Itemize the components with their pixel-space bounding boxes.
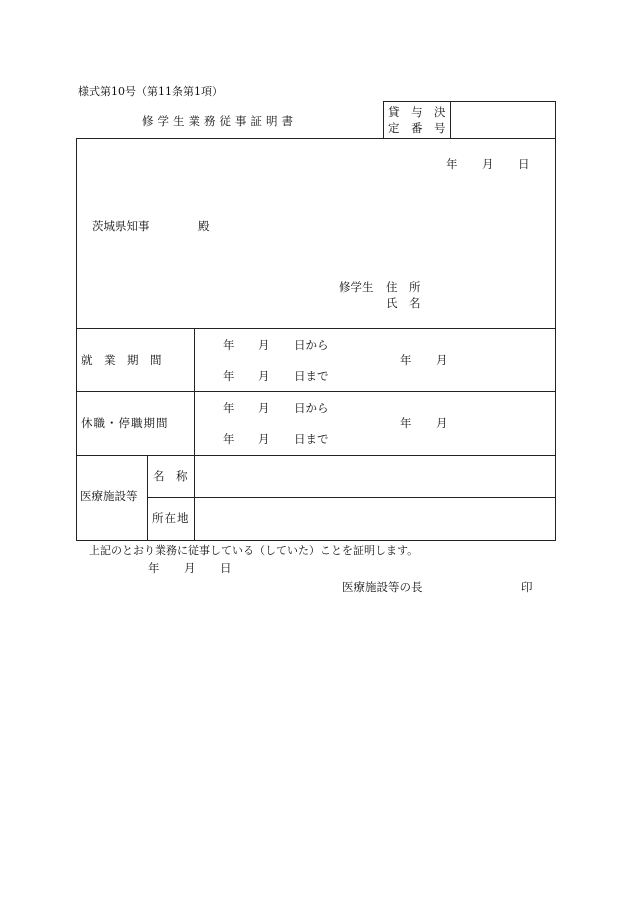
certification-statement: 上記のとおり業務に従事している（していた）ことを証明します。	[89, 544, 419, 557]
student-address-field[interactable]	[430, 280, 550, 294]
loan-decision-label-line2: 定 番 号	[388, 121, 446, 135]
facility-name-label: 名 称	[153, 469, 188, 483]
loan-box-divider	[450, 101, 451, 138]
bottom-date-year: 年	[148, 561, 160, 575]
main-table-left-border	[76, 138, 77, 541]
leave-to-year: 年	[223, 432, 235, 446]
leave-from-year: 年	[223, 401, 235, 415]
employment-to-month: 月	[258, 369, 270, 383]
bottom-date-day: 日	[220, 561, 232, 575]
facility-name-field[interactable]	[200, 466, 550, 484]
title-row-top-border	[383, 101, 556, 102]
loan-box-right-border	[555, 101, 556, 138]
leave-from-month: 月	[258, 401, 270, 415]
main-table-bottom-border	[76, 540, 556, 541]
student-name-label: 氏 名	[386, 296, 421, 310]
loan-decision-number-field[interactable]	[455, 114, 551, 128]
form-number: 様式第10号（第11条第1項）	[78, 85, 223, 98]
facility-label: 医療施設等	[80, 489, 138, 503]
section-divider-1	[76, 328, 556, 329]
top-date-month: 月	[482, 157, 494, 171]
leave-to-day: 日まで	[294, 432, 329, 446]
student-name-field[interactable]	[430, 296, 550, 310]
main-table-right-border	[555, 138, 556, 541]
employment-from-year: 年	[223, 338, 235, 352]
top-date-year: 年	[446, 157, 458, 171]
addressee-honorific: 殿	[198, 219, 210, 233]
employment-to-year: 年	[223, 369, 235, 383]
leave-from-day: 日から	[294, 401, 329, 415]
leave-total-month: 月	[436, 416, 448, 430]
employment-period-label: 就 業 期 間	[81, 353, 162, 367]
addressee-name: 茨城県知事	[92, 219, 150, 233]
employment-total-year: 年	[400, 353, 412, 367]
loan-decision-label-line1: 貸 与 決	[388, 105, 446, 119]
top-date-day: 日	[518, 157, 530, 171]
facility-head-label: 医療施設等の長	[342, 580, 423, 594]
document-title: 修学生業務従事証明書	[142, 114, 297, 128]
leave-period-label: 休職・停職期間	[81, 416, 169, 430]
section-divider-3	[76, 455, 556, 456]
facility-label-column-divider	[147, 455, 148, 541]
facility-location-field[interactable]	[200, 508, 550, 526]
loan-box-left-border	[383, 101, 384, 138]
section-divider-2	[76, 391, 556, 392]
main-table-top-border	[76, 138, 556, 139]
employment-total-month: 月	[436, 353, 448, 367]
seal-mark: 印	[521, 580, 533, 594]
facility-row-divider	[147, 497, 556, 498]
employment-from-month: 月	[258, 338, 270, 352]
student-address-label: 住 所	[386, 280, 421, 294]
bottom-date-month: 月	[184, 561, 196, 575]
leave-to-month: 月	[258, 432, 270, 446]
employment-to-day: 日まで	[294, 369, 329, 383]
facility-location-label: 所在地	[152, 511, 190, 525]
facility-sublabel-column-divider	[194, 455, 195, 541]
employment-from-day: 日から	[294, 338, 329, 352]
leave-total-year: 年	[400, 416, 412, 430]
student-label: 修学生	[339, 280, 374, 294]
